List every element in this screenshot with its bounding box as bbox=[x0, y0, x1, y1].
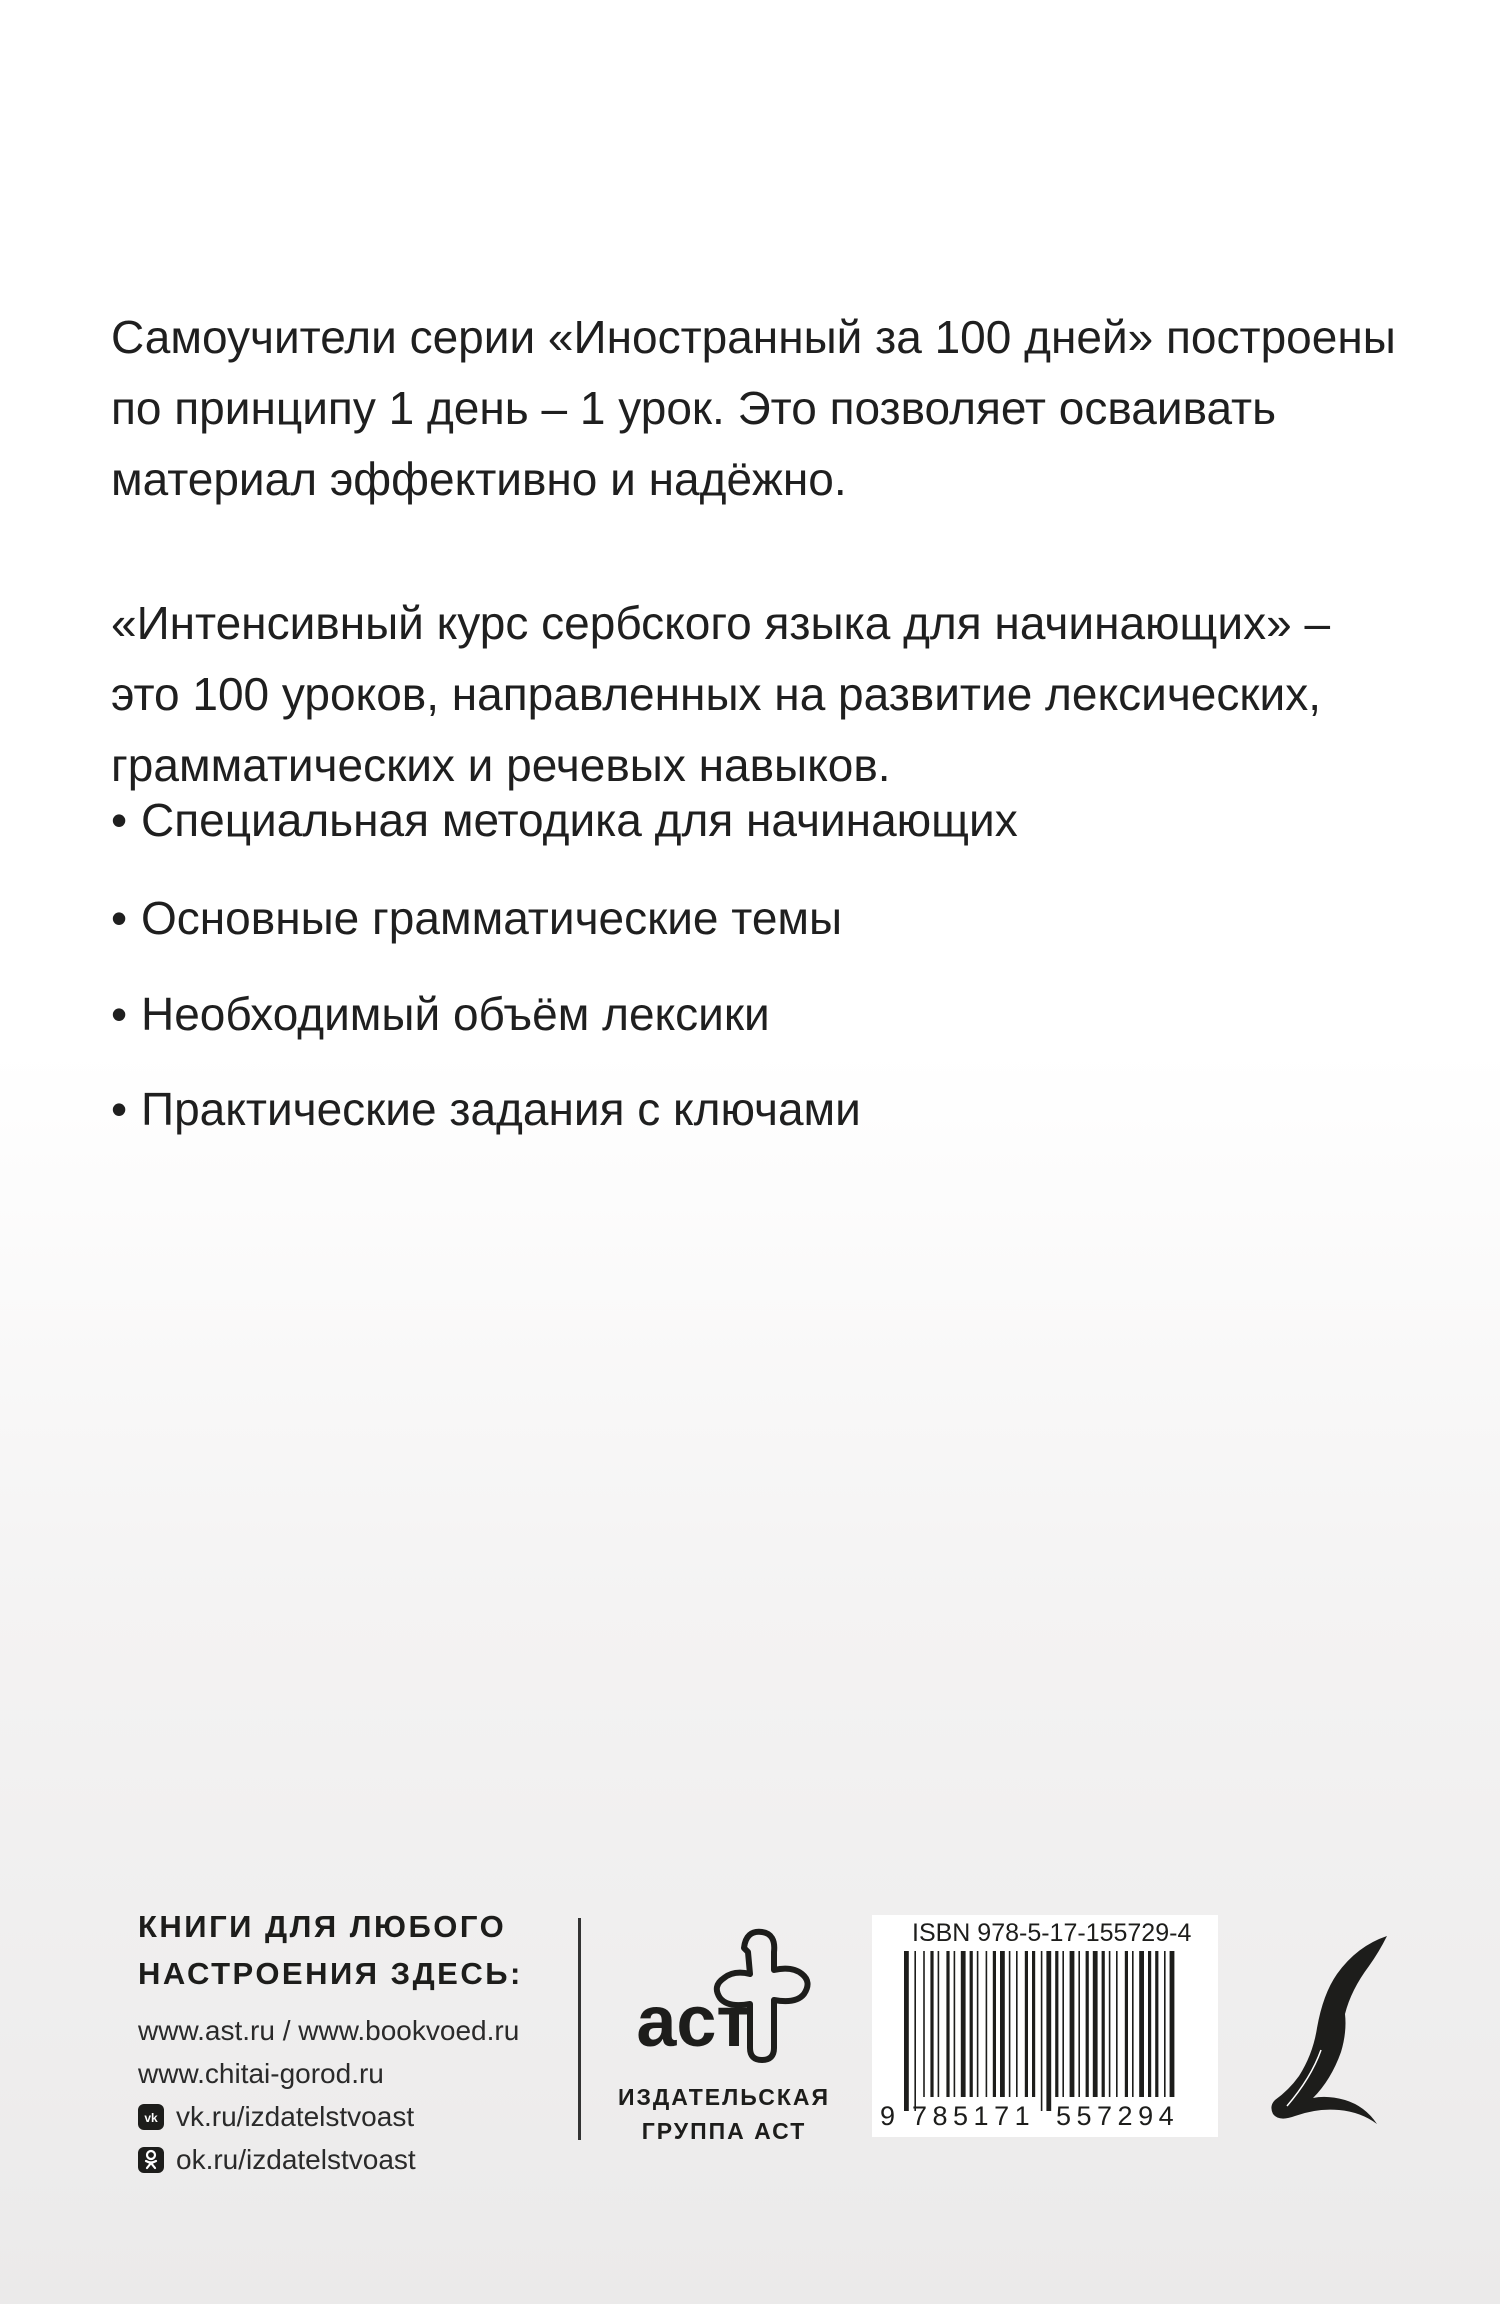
feature-text: Необходимый объём лексики bbox=[141, 988, 770, 1040]
promo-links bbox=[138, 2009, 578, 2181]
barcode-bar bbox=[1016, 1951, 1018, 2097]
barcode-bar bbox=[977, 1951, 979, 2097]
barcode-bar bbox=[993, 1951, 996, 2097]
barcode-bar bbox=[930, 1951, 933, 2097]
barcode-bar bbox=[946, 1951, 949, 2097]
barcode-bar bbox=[1046, 1951, 1051, 2111]
barcode-digit-first: 9 bbox=[880, 2101, 896, 2131]
website-link[interactable]: www.ast.ru / www.bookvoed.ru bbox=[138, 2015, 520, 2046]
vk-icon bbox=[138, 2104, 164, 2130]
vertical-divider bbox=[578, 1918, 581, 2140]
publisher-name-line-1: ИЗДАТЕЛЬСКАЯ bbox=[617, 2084, 831, 2110]
list-item bbox=[111, 986, 770, 1042]
barcode-bar bbox=[1086, 1951, 1089, 2097]
feature-text: Специальная методика для начинающих bbox=[141, 794, 1018, 846]
barcode-bar bbox=[961, 1951, 966, 2097]
barcode-bar bbox=[1102, 1951, 1105, 2097]
promo-block bbox=[138, 1903, 578, 2181]
description-block bbox=[111, 302, 1411, 801]
website-link[interactable]: www.chitai-gorod.ru bbox=[138, 2058, 384, 2089]
barcode-bar bbox=[1164, 1951, 1166, 2097]
publisher-name bbox=[606, 2080, 842, 2148]
ast-logo-text: аст bbox=[636, 1982, 752, 2062]
description-paragraph-2: «Интенсивный курс сербского языка для начинающих» – это 100 уроков, направленных на развитие лексических, грамматических и речевых навыков. bbox=[111, 597, 1331, 791]
barcode-bar bbox=[1041, 1951, 1043, 2111]
barcode-bar bbox=[923, 1951, 925, 2097]
barcode-bar bbox=[1148, 1951, 1151, 2097]
barcode-bar bbox=[1032, 1951, 1035, 2097]
ok-link-text: ok.ru/izdatelstvoast bbox=[176, 2144, 416, 2175]
barcode-bar bbox=[938, 1951, 940, 2097]
ok-icon bbox=[138, 2147, 164, 2173]
barcode-bar bbox=[1025, 1951, 1028, 2097]
feature-text: Практические задания с ключами bbox=[141, 1083, 861, 1135]
bullet-icon: • bbox=[111, 794, 128, 846]
isbn-text: ISBN 978-5-17-155729-4 bbox=[912, 1919, 1192, 1947]
bullet-icon: • bbox=[111, 1083, 128, 1135]
barcode-bar bbox=[954, 1951, 956, 2097]
barcode-bar bbox=[1170, 1951, 1175, 2097]
svg-text:vk: vk bbox=[144, 2110, 158, 2125]
barcode-bar bbox=[986, 1951, 988, 2097]
barcode-bar bbox=[1009, 1951, 1011, 2097]
barcode-bar bbox=[1000, 1951, 1005, 2097]
barcode-digits-group-2: 557294 bbox=[1056, 2101, 1180, 2131]
barcode-bar bbox=[970, 1951, 973, 2097]
barcode-bar bbox=[1139, 1951, 1144, 2097]
promo-heading-line-1: КНИГИ ДЛЯ ЛЮБОГО bbox=[138, 1909, 507, 1944]
barcode bbox=[872, 1915, 1218, 2137]
publisher-logo-block bbox=[606, 1920, 842, 2148]
feature-text: Основные грамматические темы bbox=[141, 892, 843, 944]
list-item bbox=[111, 792, 1018, 848]
bullet-icon: • bbox=[111, 988, 128, 1040]
feather-logo-icon bbox=[1265, 1930, 1395, 2130]
list-item bbox=[111, 1081, 861, 1137]
barcode-bar bbox=[1155, 1951, 1158, 2097]
barcode-bar bbox=[904, 1951, 909, 2111]
barcode-bar bbox=[1109, 1951, 1111, 2097]
barcode-bar bbox=[1062, 1951, 1064, 2097]
barcode-digits-group-1: 785171 bbox=[912, 2101, 1036, 2131]
barcode-bar bbox=[1055, 1951, 1058, 2097]
publisher-name-line-2: ГРУППА АСТ bbox=[641, 2118, 807, 2144]
barcode-bar bbox=[914, 1951, 916, 2111]
vk-link[interactable] bbox=[138, 2095, 578, 2138]
barcode-bar bbox=[1070, 1951, 1075, 2097]
barcode-bar bbox=[1132, 1951, 1134, 2097]
barcode-bar bbox=[1093, 1951, 1098, 2097]
list-item bbox=[111, 890, 842, 946]
bullet-icon: • bbox=[111, 892, 128, 944]
ast-logo-icon bbox=[624, 1920, 824, 2070]
promo-heading-line-2: НАСТРОЕНИЯ ЗДЕСЬ: bbox=[138, 1956, 523, 1991]
barcode-bar bbox=[1078, 1951, 1080, 2097]
description-paragraph-1: Самоучители серии «Иностранный за 100 дней» построены по принципу 1 день – 1 урок. Это позволяет осваивать материал эффективно и надёжно. bbox=[111, 311, 1396, 505]
ok-link[interactable] bbox=[138, 2138, 578, 2181]
barcode-bar bbox=[1116, 1951, 1118, 2097]
barcode-bar bbox=[1125, 1951, 1128, 2097]
vk-link-text: vk.ru/izdatelstvoast bbox=[176, 2101, 415, 2132]
